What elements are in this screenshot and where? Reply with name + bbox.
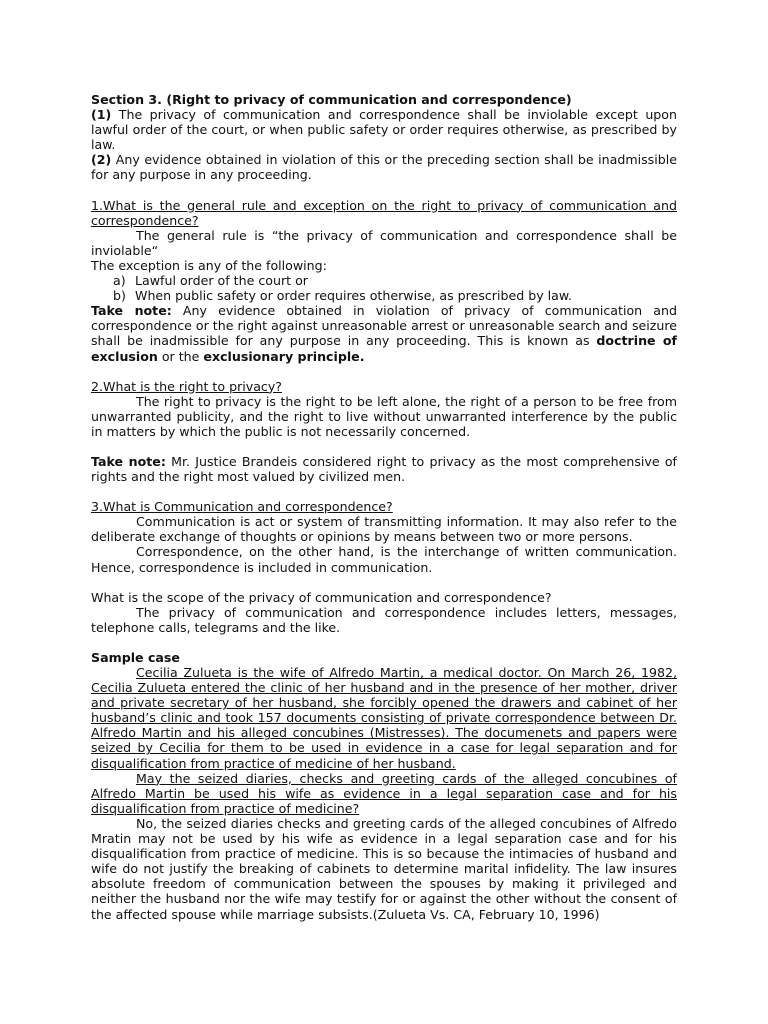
question-4: What is the scope of the privacy of communication and correspondence? bbox=[91, 589, 552, 605]
paragraph-number: (2) bbox=[91, 152, 112, 168]
question-2: 2.What is the right to privacy? bbox=[91, 378, 282, 394]
list-item bbox=[113, 288, 677, 303]
answer-2: The right to privacy is the right to be left alone, the right of a person to be free from unwarranted publicity, and the right to live without unwarranted interference by the public in matters by which the public is not necessarily concerned. bbox=[91, 393, 677, 439]
section-paragraph-1 bbox=[91, 107, 677, 152]
paragraph-number: (1) bbox=[91, 107, 112, 123]
sample-case-ruling: No, the seized diaries checks and greeting cards of the alleged concubines of Alfredo Mratin may not be used by his wife as evidence in a legal separation case and for his disqualification from practice of medicine. This is so because the intimacies of husband and wife do not justify the breaking of cabinets to determine marital infidelity. The law insures absolute freedom of communication between the spouses by making it privileged and neither the husband nor the wife may testify for or against the other without the consent of the affected spouse while marriage subsists.(Zulueta Vs. CA, February 10, 1996) bbox=[91, 815, 677, 922]
sample-case-issue: May the seized diaries, checks and greeting cards of the alleged concubines of Alfredo Martin be used his wife as evidence in a legal separation case and for his disqualification from practice of medicine? bbox=[91, 770, 677, 816]
answer-3-communication: Communication is act or system of transmitting information. It may also refer to the deliberate exchange of thoughts or opinions by means between two or more persons. bbox=[91, 514, 677, 545]
take-note-label: Take note: bbox=[91, 303, 172, 319]
answer-3-correspondence: Correspondence, on the other hand, is the interchange of written communication. Hence, correspondence is included in communication. bbox=[91, 544, 677, 575]
sample-case-heading: Sample case bbox=[91, 649, 180, 665]
list-item-text: Lawful order of the court or bbox=[135, 273, 308, 289]
take-note-label: Take note: bbox=[91, 453, 166, 469]
sample-case-facts: Cecilia Zulueta is the wife of Alfredo Martin, a medical doctor. On March 26, 1982, Cecilia Zulueta entered the clinic of her husband and in the presence of her mother, driver and private secretary of her husband, she forcibly opened the drawers and cabinet of her husband’s clinic and took 157 documents consisting of private correspondence between Dr. Alfredo Martin and his alleged concubines (Mistresses). The documenets and papers were seized by Cecilia for them to be used in evidence in a case for legal separation and for disqualification from practice of medicine of her husband. bbox=[91, 665, 677, 771]
question-3: 3.What is Communication and correspondence? bbox=[91, 499, 393, 515]
list-item bbox=[113, 273, 677, 288]
list-marker: b) bbox=[113, 288, 126, 304]
section-paragraph-2 bbox=[91, 152, 677, 182]
take-note-2: Take note: Mr. Justice Brandeis considered right to privacy as the most comprehensive of rights and the right most valued by civilized men. bbox=[91, 453, 677, 485]
exception-intro: The exception is any of the following: bbox=[91, 257, 327, 273]
section-title: Section 3. (Right to privacy of communication and correspondence) bbox=[91, 92, 572, 107]
answer-4: The privacy of communication and correspondence includes letters, messages, telephone calls, telegrams and the like. bbox=[91, 604, 677, 635]
answer-1: The general rule is “the privacy of communication and correspondence shall be inviolable“ bbox=[91, 227, 677, 258]
term-exclusionary-principle: exclusionary principle. bbox=[203, 348, 365, 364]
list-item-text: When public safety or order requires otherwise, as prescribed by law. bbox=[135, 288, 573, 304]
term-doctrine-of-exclusion: doctrine of exclusion bbox=[91, 333, 677, 364]
paragraph-text: The privacy of communication and correspondence shall be inviolable except upon lawful order of the court, or when public safety or order requires otherwise, as prescribed by law. bbox=[91, 107, 677, 153]
document-page bbox=[91, 92, 677, 922]
list-marker: a) bbox=[113, 273, 126, 289]
question-1: 1.What is the general rule and exception on the right to privacy of communication and correspondence? bbox=[91, 197, 677, 228]
take-note-1: Take note: Any evidence obtained in violation of privacy of communication and correspondence or the right against unreasonable arrest or unreasonable search and seizure shall be inadmissible for any purpose in any proceeding. This is known as doctrine of exclusion or the exclusionary principle. bbox=[91, 303, 677, 364]
paragraph-text: Any evidence obtained in violation of this or the preceding section shall be inadmissible for any purpose in any proceeding. bbox=[91, 152, 677, 183]
exception-list bbox=[91, 273, 677, 303]
